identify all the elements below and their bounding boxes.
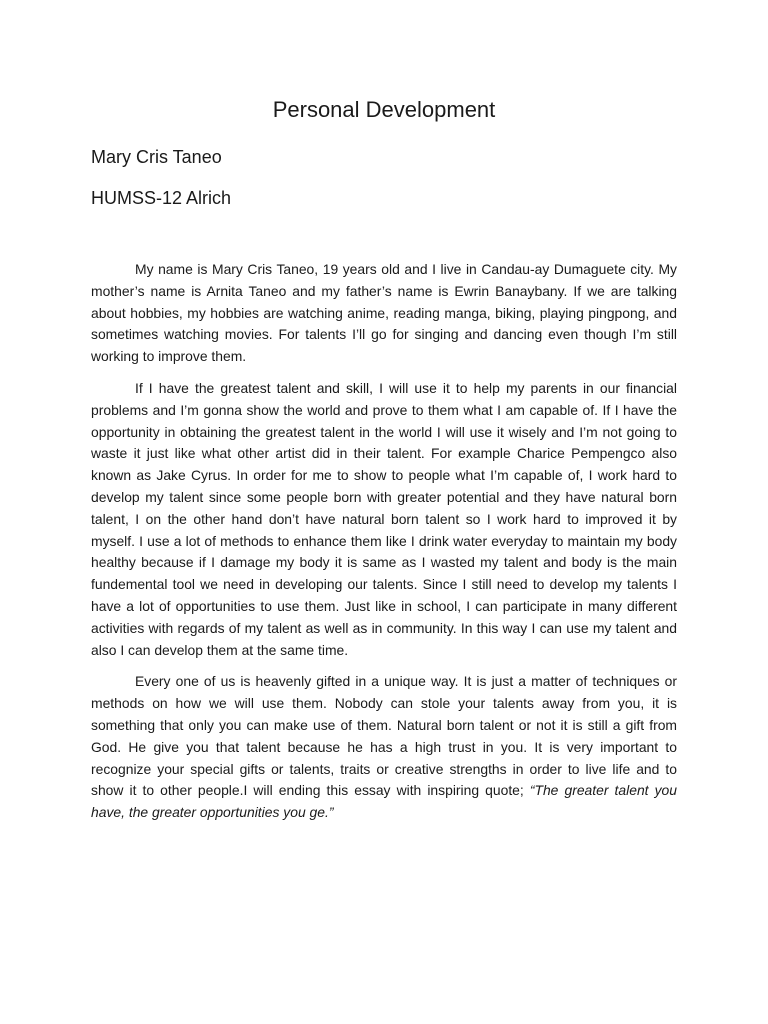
paragraph-3 [91, 671, 677, 824]
class-section: HUMSS-12 Alrich [91, 188, 232, 208]
document-title: Personal Development [272, 97, 496, 122]
paragraph-2: If I have the greatest talent and skill, I will use it to help my parents in our financial problems and I’m gonna show the world and prove to them what I am capable of. If I have the opportunity in obtaining the greatest talent in the world I will use it wisely and I’m not going to waste it just like what other artist did in their talent. For example Charice Pempengco also known as Jake Cyrus. In order for me to show to people what I’m capable of, I work hard to develop my talent since some people born with greater potential and they have natural born talent, I on the other hand don’t have natural born talent so I work hard to improved it by myself. I use a lot of methods to enhance them like I drink water everyday to maintain my body healthy because if I damage my body it is same as I wasted my talent and body is the main fundemental tool we need in developing our talents. Since I still need to develop my talents I have a lot of opportunities to use them. Just like in school, I can participate in many different activities with regards of my talent as well as in community. In this way I can use my talent and also I can develop them at the same time. [91, 379, 677, 658]
paragraph-3-text: Every one of us is heavenly gifted in a unique way. It is just a matter of techniques or methods on how we will use them. Nobody can stole your talents away from you, it is something that only you can make use of them. Natural born talent or not it is still a gift from God. He give you that talent because he has a high trust in you. It is very important to recognize your special gifts or talents, traits or creative strengths in order to live life and to show it to other people.I will ending this essay with inspiring quote; [91, 673, 677, 799]
closing-quote: “The greater talent you have, the greater opportunities you ge.” [91, 782, 677, 821]
essay-body [91, 259, 677, 834]
author-name: Mary Cris Taneo [91, 147, 222, 167]
paragraph-1: My name is Mary Cris Taneo, 19 years old and I live in Candau-ay Dumaguete city. My mother’s name is Arnita Taneo and my father’s name is Ewrin Banaybany. If we are talking about hobbies, my hobbies are watching anime, reading manga, biking, playing pingpong, and sometimes watching movies. For talents I’ll go for singing and dancing even though I’m still working to improve them. [91, 261, 677, 365]
